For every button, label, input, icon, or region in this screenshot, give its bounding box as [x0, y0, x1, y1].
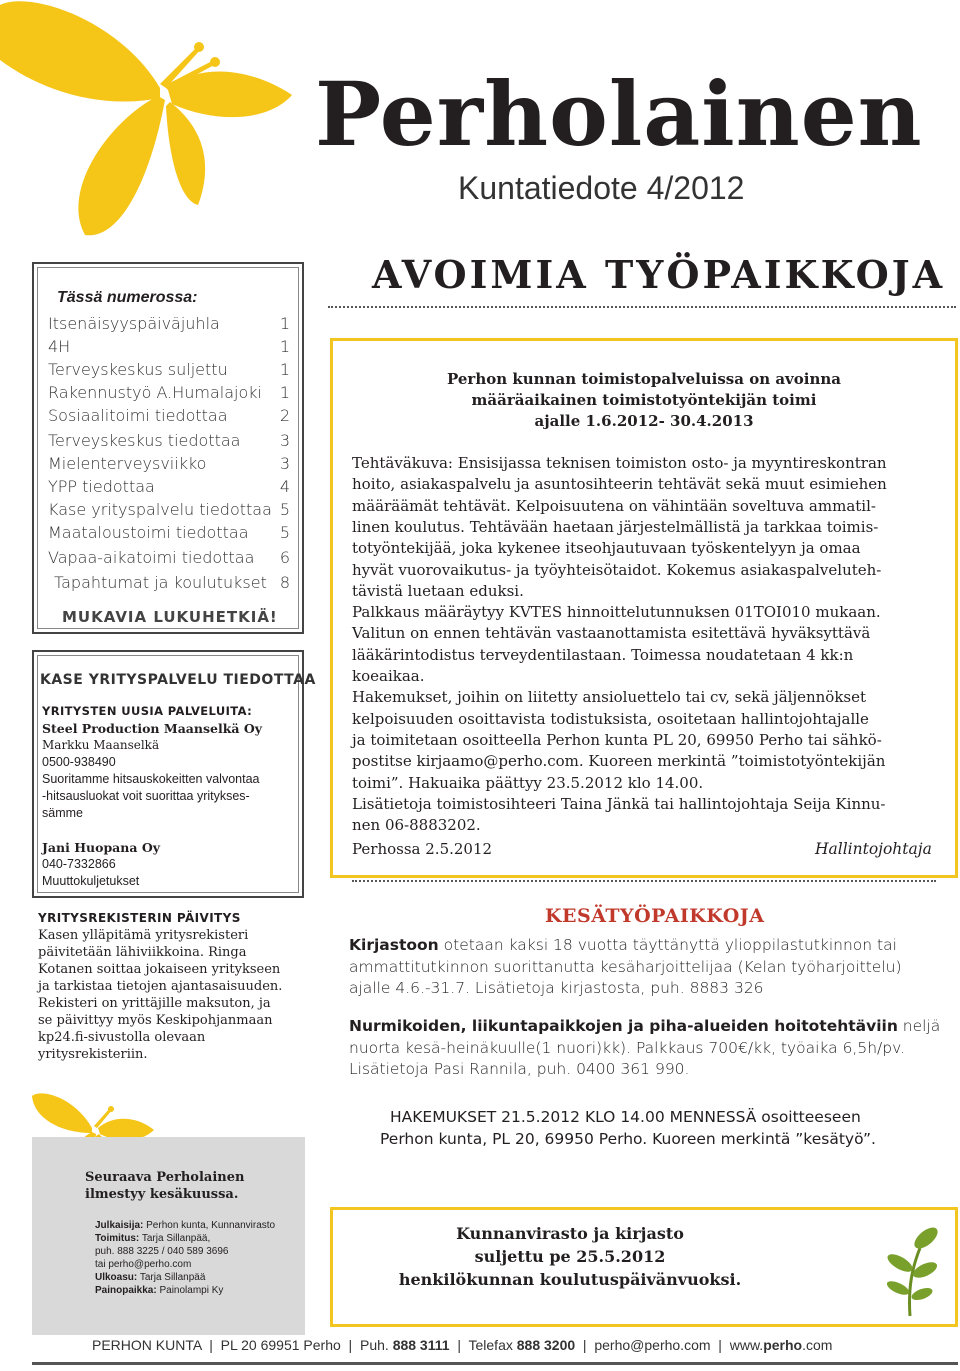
kase-desc2: Muuttokuljetukset: [42, 874, 140, 888]
toc-item: [48, 477, 290, 500]
summer-p2-line2: nuorta kesä-heinäkuulle(1 nuori)kk). Palkkaus 700€/kk, työaika 6,5h/pv.: [349, 1039, 905, 1057]
registry-title: YRITYSREKISTERIN PÄIVITYS: [38, 911, 241, 925]
jobs-heading: AVOIMIA TYÖPAIKKOJA: [372, 252, 946, 297]
editor-email: tai perho@perho.com: [95, 1259, 192, 1270]
toc-item-title: Itsenäisyyspäiväjuhla: [48, 314, 220, 333]
footer: PERHON KUNTA | PL 20 69951 Perho | Puh. 888 3111 | Telefax 888 3200 | perho@perho.com | www.perho.com: [92, 1337, 833, 1353]
closed-line2: suljettu pe 25.5.2012: [474, 1247, 666, 1266]
summer-apply-2: Perhon kunta, PL 20, 69950 Perho. Kuoreen merkintä ”kesätyö”.: [380, 1130, 876, 1148]
issue-subtitle: Kuntatiedote 4/2012: [458, 170, 745, 206]
footer-web-link[interactable]: www.perho.com: [729, 1337, 833, 1353]
registry-line: Rekisteri on yrittäjille maksuton, ja: [38, 996, 271, 1011]
toc-item-page: 1: [279, 337, 290, 356]
summer-apply-1: HAKEMUKSET 21.5.2012 KLO 14.00 MENNESSÄ osoitteeseen: [390, 1108, 861, 1126]
toc-item: [48, 548, 290, 571]
job-intro-1: Perhon kunnan toimistopalveluissa on avoinna: [447, 370, 841, 388]
kase-phone1: 0500-938490: [42, 755, 116, 769]
toc-item-page: 3: [279, 454, 290, 473]
next-issue-2: ilmestyy kesäkuussa.: [85, 1187, 239, 1202]
toc-item: [48, 523, 290, 546]
kase-title: KASE YRITYSPALVELU TIEDOTTAA: [40, 672, 316, 688]
toc-item-title: Terveyskeskus suljettu: [48, 360, 228, 379]
toc-item-page: 2: [279, 406, 290, 425]
toc-heading: Tässä numerossa:: [57, 289, 198, 306]
job-body-line: totyöntekijää, joka kykenee itseohjautuvaan työskentelyyn ja omaa: [352, 539, 861, 558]
toc-item: [48, 360, 290, 383]
toc-item-title: Vapaa-aikatoimi tiedottaa: [48, 548, 255, 567]
job-intro-3: ajalle 1.6.2012- 30.4.2013: [534, 412, 754, 430]
job-signature: Hallintojohtaja: [815, 840, 932, 858]
toc-item-title: Maataloustoimi tiedottaa: [48, 523, 249, 542]
toc-item-title: Kase yrityspalvelu tiedottaa: [48, 500, 272, 519]
job-body-line: Lisätietoja toimistosihteeri Taina Jänkä tai hallintojohtaja Seija Kinnu-: [352, 794, 886, 813]
toc-item-page: 1: [279, 383, 290, 402]
toc-item-page: 5: [279, 500, 290, 519]
printer-line: Painopaikka: Painolampi Ky: [95, 1285, 224, 1296]
layout-line: Ulkoasu: Tarja Sillanpää: [95, 1272, 206, 1283]
job-body-line: linen koulutus. Tehtävään haetaan järjestelmällistä ja tarkkaa toimis-: [352, 517, 879, 536]
toc-item-title: Mielenterveysviikko: [48, 454, 207, 473]
registry-line: yritysrekisteriin.: [38, 1047, 148, 1062]
kase-company2: Jani Huopana Oy: [42, 840, 160, 855]
toc-item: [48, 500, 290, 523]
footer-email-link[interactable]: perho@perho.com: [594, 1337, 711, 1353]
job-date: Perhossa 2.5.2012: [352, 840, 493, 858]
plant-icon: [870, 1218, 950, 1318]
toc-item-title: Sosiaalitoimi tiedottaa: [48, 406, 228, 425]
summer-p1-line3: ajalle 4.6.-31.7. Lisätietoja kirjastosta, puh. 8883 326: [349, 979, 764, 997]
registry-line: päivitetään lähiviikkoina. Ringa: [38, 945, 247, 960]
toc-item-page: 5: [279, 523, 290, 542]
toc-item: [48, 383, 290, 406]
job-body-line: lääkärintodistus terveydentilastaan. Toimessa noudatetaan 4 kk:n: [352, 645, 854, 664]
editor-phone: puh. 888 3225 / 040 589 3696: [95, 1246, 229, 1257]
registry-line: Kotanen soittaa jokaiseen yritykseen: [38, 962, 281, 977]
toc-item: [54, 573, 290, 596]
job-body-line: toimi”. Hakuaika päättyy 23.5.2012 klo 14.00.: [352, 773, 704, 792]
job-intro-2: määräaikainen toimistotyöntekijän toimi: [471, 391, 817, 409]
job-body-line: määräämät tehtävät. Kelpoisuutena on vähintään soveltuva ammatil-: [352, 496, 876, 515]
job-body-line: postitse kirjaamo@perho.com. Kuoreen merkintä ”toimistotyöntekijän: [352, 752, 886, 771]
job-body-line: ja toimitetaan osoitteella Perhon kunta PL 20, 69950 Perho tai sähkö-: [352, 730, 882, 749]
closed-line1: Kunnanvirasto ja kirjasto: [456, 1224, 684, 1243]
kase-phone2: 040-7332866: [42, 857, 116, 871]
summer-p2-line1: Nurmikoiden, liikuntapaikkojen ja piha-alueiden hoitotehtäviin neljä: [349, 1017, 941, 1035]
toc-item-page: 3: [279, 431, 290, 450]
publisher-line: Julkaisija: Perhon kunta, Kunnanvirasto: [95, 1220, 276, 1231]
registry-line: Kasen ylläpitämä yritysrekisteri: [38, 928, 249, 943]
registry-line: ja tarkistaa tietojen ajantasaisuuden.: [38, 979, 283, 994]
toc-item-page: 4: [279, 477, 290, 496]
toc-item: [48, 314, 290, 337]
summer-jobs-title: KESÄTYÖPAIKKOJA: [545, 905, 765, 927]
job-body-line: Hakemukset, joihin on liitetty ansioluettelo tai cv, sekä jäljennökset: [352, 688, 867, 707]
editor-line: Toimitus: Tarja Sillanpää,: [95, 1233, 211, 1244]
toc-item-title: 4H: [48, 337, 71, 356]
toc-greeting: MUKAVIA LUKUHETKIÄ!: [62, 608, 278, 626]
kase-desc1a: Suoritamme hitsauskokeitten valvontaa: [42, 772, 260, 786]
job-body-line: nen 06-8883202.: [352, 816, 481, 835]
divider: [352, 880, 936, 882]
divider: [328, 306, 956, 308]
toc-item: [48, 406, 290, 429]
job-body-line: koeaikaa.: [352, 667, 425, 685]
closed-line3: henkilökunnan koulutuspäivänvuoksi.: [398, 1270, 742, 1289]
kase-person1: Markku Maanselkä: [42, 738, 160, 752]
summer-p1-line1: Kirjastoon otetaan kaksi 18 vuotta täyttänyttä ylioppilastutkinnon tai: [349, 936, 897, 954]
job-body-line: hoito, asiakaspalvelu ja asuntosihteerin tehtävät sekä muut esimiehen: [352, 475, 887, 494]
kase-desc1b: -hitsausluokat voit suorittaa yritykses-: [42, 789, 250, 803]
job-body-line: kelpoisuuden osoittavista todistuksista, osoitetaan hallintojohtajalle: [352, 709, 869, 728]
toc-item-page: 8: [279, 573, 290, 592]
toc-item: [48, 454, 290, 477]
toc-item-title: Terveyskeskus tiedottaa: [48, 431, 241, 450]
job-body-line: hyvät vuorovaikutus- ja työyhteisötaidot. Kokemus asiakaspalveluteh-: [352, 560, 882, 579]
kase-company1: Steel Production Maanselkä Oy: [42, 721, 262, 736]
kase-desc1c: sämme: [42, 806, 83, 820]
toc-item-title: Rakennustyö A.Humalajoki: [48, 383, 262, 402]
registry-line: kp24.fi-sivustolla olevaan: [38, 1030, 206, 1045]
next-issue-1: Seuraava Perholainen: [85, 1170, 245, 1185]
summer-p2-line3: Lisätietoja Pasi Rannila, puh. 0400 361 990.: [349, 1060, 690, 1078]
toc-item-page: 6: [279, 548, 290, 567]
registry-line: se päivittyy myös Keskipohjanmaan: [38, 1013, 273, 1028]
job-body-line: tävistä luetaan eduksi.: [352, 581, 524, 600]
summer-p1-line2: ammattitutkinnon suorittanutta kesäharjoittelijaa (Kelan työharjoittelu): [349, 958, 902, 976]
newsletter-title: Perholainen: [315, 62, 923, 166]
toc-item-title: YPP tiedottaa: [48, 477, 155, 496]
toc-item-page: 1: [279, 314, 290, 333]
toc-item-title: Tapahtumat ja koulutukset: [54, 573, 267, 592]
kase-subtitle: YRITYSTEN UUSIA PALVELUITA:: [42, 704, 253, 718]
toc-item: [48, 337, 290, 360]
toc-item-page: 1: [279, 360, 290, 379]
job-body-line: Tehtäväkuva: Ensisijassa teknisen toimiston osto- ja myyntireskontran: [352, 454, 887, 472]
footer-rule: [32, 1362, 958, 1365]
toc-item: [48, 431, 290, 454]
butterfly-logo: [0, 0, 300, 240]
job-body-line: Valitun on ennen tehtävän vastaanottamista esitettävä hyväksyttävä: [352, 624, 871, 643]
job-body-line: Palkkaus määräytyy KVTES hinnoittelutunnuksen 01TOI010 mukaan.: [352, 603, 881, 622]
